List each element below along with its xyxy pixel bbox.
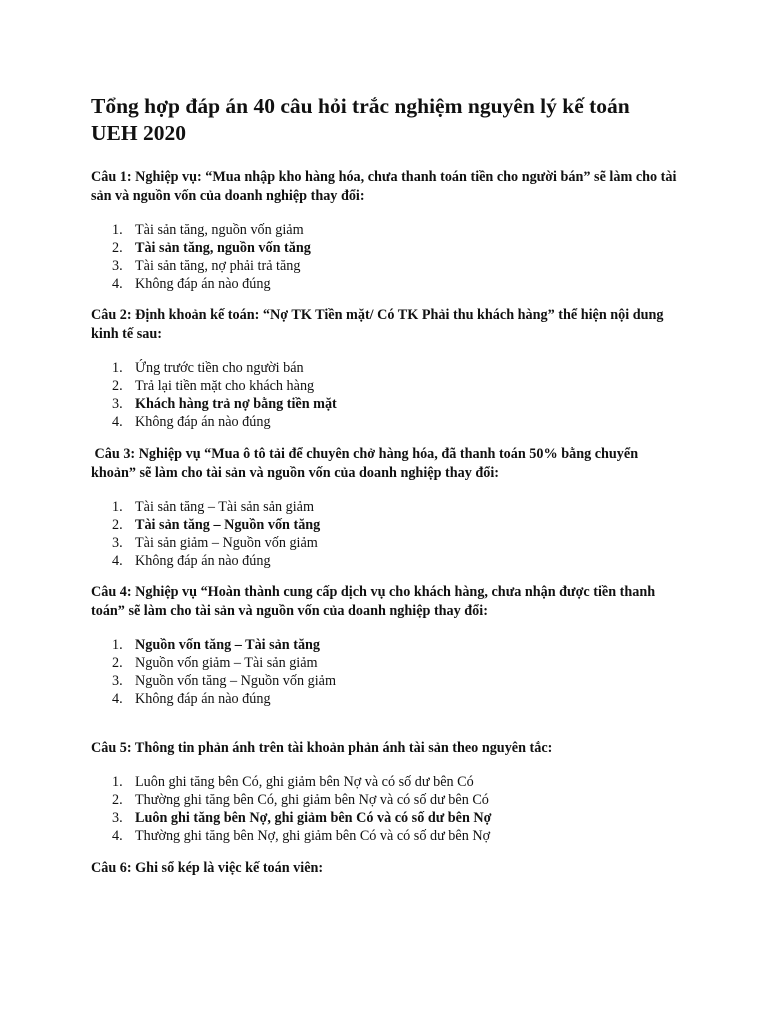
question-2 xyxy=(91,306,678,431)
answer-item-correct xyxy=(91,239,678,257)
answer-number: 3. xyxy=(112,396,123,412)
answer-text: Không đáp án nào đúng xyxy=(135,691,271,707)
answer-item-correct xyxy=(91,395,678,413)
answer-text: Không đáp án nào đúng xyxy=(135,553,271,569)
answer-text: Nguồn vốn tăng – Tài sản tăng xyxy=(135,637,321,653)
answer-item xyxy=(91,275,678,293)
spacer xyxy=(91,845,678,859)
answer-number: 4. xyxy=(112,691,123,707)
answer-number: 3. xyxy=(112,810,123,826)
answer-number: 1. xyxy=(112,637,123,653)
answer-text: Thường ghi tăng bên Có, ghi giảm bên Nợ và có số dư bên Có xyxy=(135,792,489,808)
answer-list xyxy=(91,773,678,845)
answer-list xyxy=(91,498,678,570)
question-text: Câu 6: Ghi sổ kép là việc kế toán viên: xyxy=(91,860,324,876)
answer-item xyxy=(91,498,678,516)
answer-item xyxy=(91,534,678,552)
answer-item xyxy=(91,413,678,431)
answer-item-correct xyxy=(91,636,678,654)
spacer xyxy=(91,570,678,583)
document-title: Tổng hợp đáp án 40 câu hỏi trắc nghiệm nguyên lý kế toán UEH 2020 xyxy=(91,94,630,145)
answer-text: Tài sản tăng, nợ phải trả tăng xyxy=(135,258,301,274)
spacer xyxy=(91,708,678,739)
answer-item xyxy=(91,654,678,672)
answer-text: Không đáp án nào đúng xyxy=(135,414,271,430)
answer-number: 3. xyxy=(112,673,123,689)
answer-number: 2. xyxy=(112,517,123,533)
answer-item xyxy=(91,672,678,690)
answer-item-correct xyxy=(91,516,678,534)
answer-number: 2. xyxy=(112,240,123,256)
question-3 xyxy=(91,445,678,570)
answer-number: 1. xyxy=(112,360,123,376)
answer-text: Không đáp án nào đúng xyxy=(135,276,271,292)
answer-number: 2. xyxy=(112,378,123,394)
question-4 xyxy=(91,583,678,708)
question-6 xyxy=(91,859,678,878)
answer-list xyxy=(91,359,678,431)
answer-number: 4. xyxy=(112,828,123,844)
answer-text: Ứng trước tiền cho người bán xyxy=(135,360,304,376)
answer-item xyxy=(91,257,678,275)
answer-number: 1. xyxy=(112,499,123,515)
answer-item xyxy=(91,827,678,845)
answer-text: Tài sản tăng – Nguồn vốn tăng xyxy=(135,517,321,533)
spacer xyxy=(91,431,678,445)
answer-number: 3. xyxy=(112,258,123,274)
question-text: Câu 4: Nghiệp vụ “Hoàn thành cung cấp dịch vụ cho khách hàng, chưa nhận được tiền thanh toán” sẽ làm cho tài sản và nguồn vốn của doanh nghiệp thay đổi: xyxy=(91,584,656,619)
spacer xyxy=(91,293,678,306)
answer-text: Luôn ghi tăng bên Có, ghi giảm bên Nợ và có số dư bên Có xyxy=(135,774,474,790)
question-text: Câu 2: Định khoản kế toán: “Nợ TK Tiền mặt/ Có TK Phải thu khách hàng” thể hiện nội dung kinh tế sau: xyxy=(91,307,664,342)
answer-number: 1. xyxy=(112,222,123,238)
answer-text: Tài sản tăng, nguồn vốn giảm xyxy=(135,222,304,238)
answer-text: Trả lại tiền mặt cho khách hàng xyxy=(135,378,315,394)
question-1 xyxy=(91,168,678,293)
question-5 xyxy=(91,739,678,845)
answer-text: Thường ghi tăng bên Nợ, ghi giảm bên Có và có số dư bên Nợ xyxy=(135,828,491,844)
answer-number: 4. xyxy=(112,553,123,569)
answer-item xyxy=(91,359,678,377)
answer-text: Luôn ghi tăng bên Nợ, ghi giảm bên Có và có số dư bên Nợ xyxy=(135,810,492,826)
answer-item xyxy=(91,552,678,570)
answer-item xyxy=(91,221,678,239)
answer-text: Khách hàng trả nợ bằng tiền mặt xyxy=(135,396,337,412)
answer-number: 4. xyxy=(112,414,123,430)
answer-number: 2. xyxy=(112,792,123,808)
question-text: Câu 1: Nghiệp vụ: “Mua nhập kho hàng hóa, chưa thanh toán tiền cho người bán” sẽ làm cho tài sản và nguồn vốn của doanh nghiệp thay đổi: xyxy=(91,169,677,204)
answer-list xyxy=(91,221,678,293)
answer-list xyxy=(91,636,678,708)
answer-item xyxy=(91,773,678,791)
answer-item-correct xyxy=(91,809,678,827)
answer-text: Nguồn vốn tăng – Nguồn vốn giảm xyxy=(135,673,336,689)
answer-item xyxy=(91,377,678,395)
question-text: Câu 5: Thông tin phản ánh trên tài khoản phản ánh tài sản theo nguyên tắc: xyxy=(91,740,553,756)
question-text: Câu 3: Nghiệp vụ “Mua ô tô tải để chuyên chở hàng hóa, đã thanh toán 50% bằng chuyển khoản” sẽ làm cho tài sản và nguồn vốn của doanh nghiệp thay đổi: xyxy=(91,446,642,481)
answer-text: Tài sản tăng – Tài sản sản giảm xyxy=(135,499,315,515)
answer-text: Tài sản tăng, nguồn vốn tăng xyxy=(135,240,311,256)
answer-number: 1. xyxy=(112,774,123,790)
answer-text: Tài sản giảm – Nguồn vốn giảm xyxy=(135,535,318,551)
answer-item xyxy=(91,791,678,809)
answer-number: 3. xyxy=(112,535,123,551)
answer-number: 4. xyxy=(112,276,123,292)
answer-text: Nguồn vốn giảm – Tài sản giảm xyxy=(135,655,318,671)
answer-number: 2. xyxy=(112,655,123,671)
answer-item xyxy=(91,690,678,708)
